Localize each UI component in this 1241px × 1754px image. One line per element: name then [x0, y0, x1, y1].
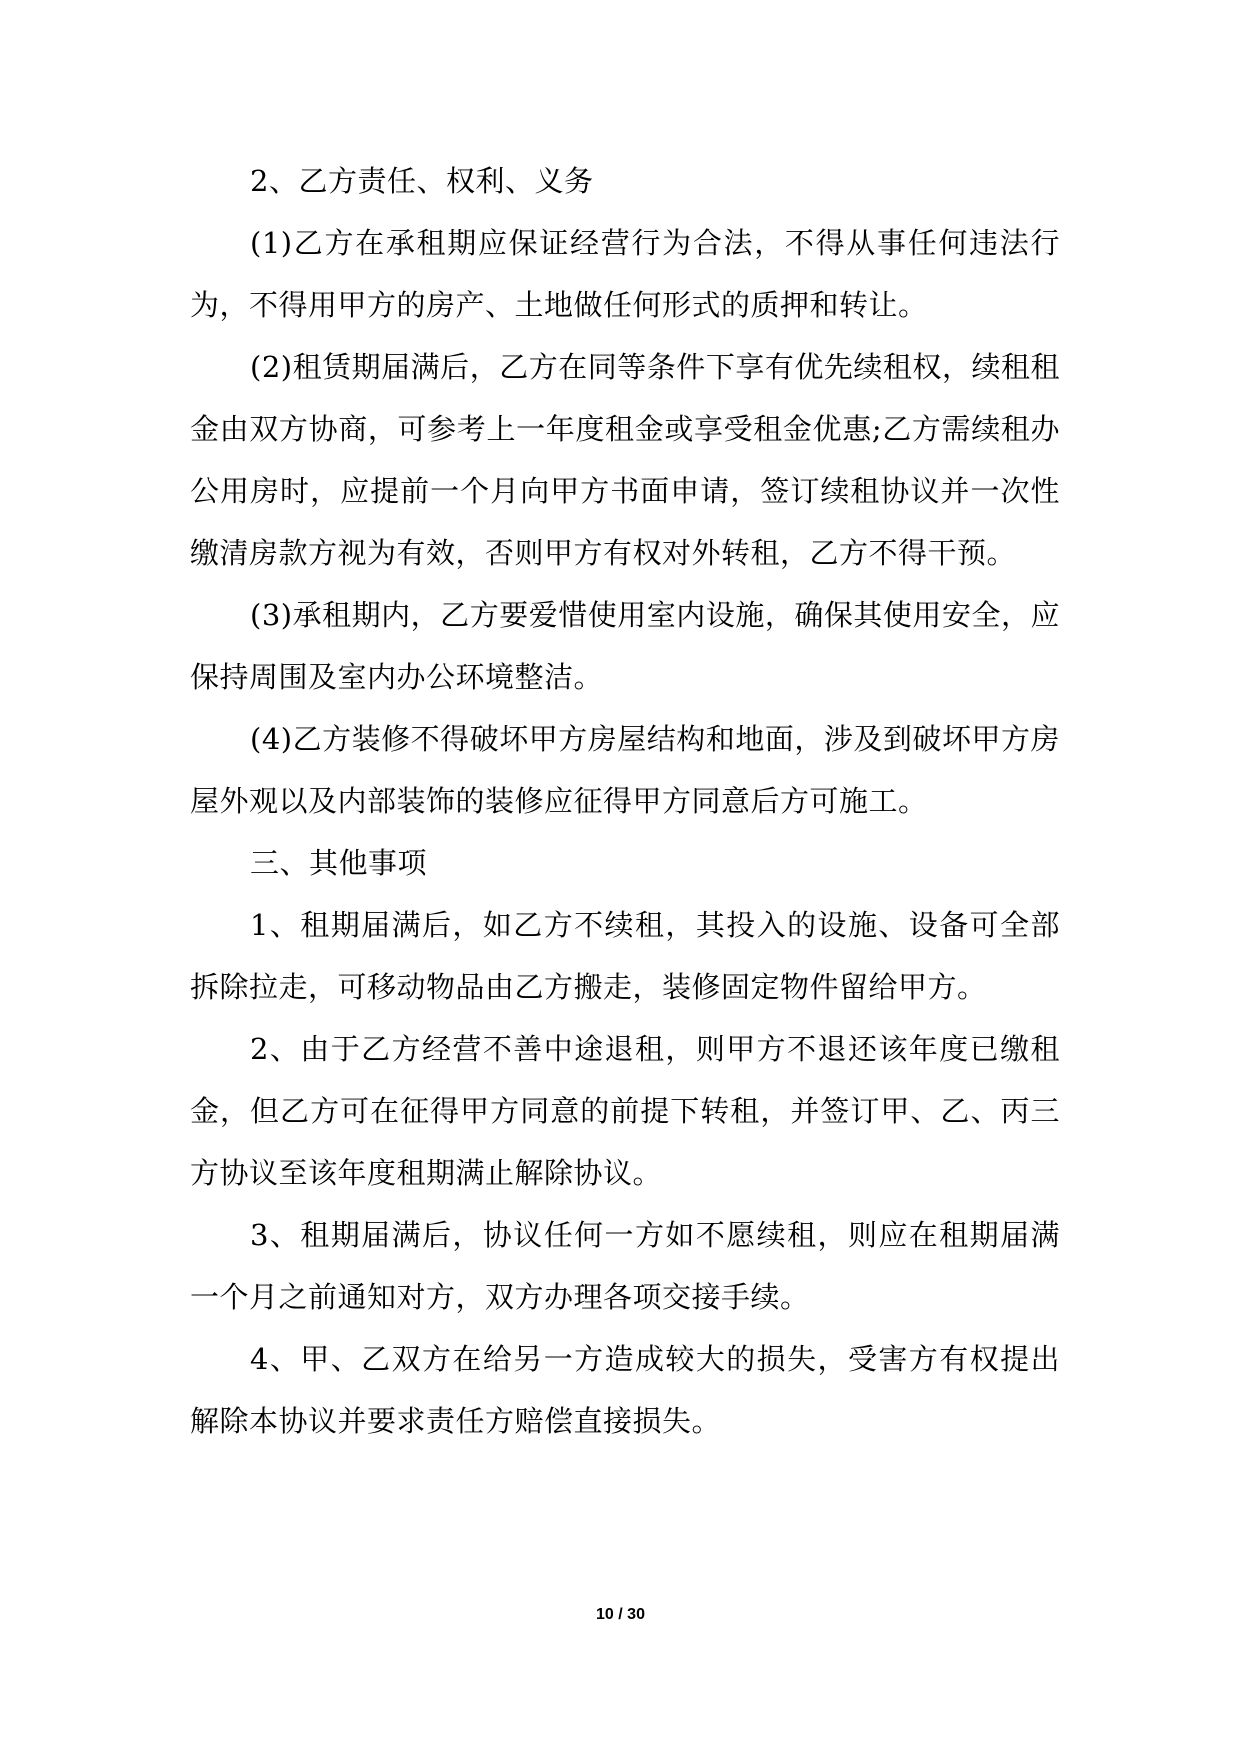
- paragraph-other-2: 2、由于乙方经营不善中途退租，则甲方不退还该年度已缴租金，但乙方可在征得甲方同意的前提下转租，并签订甲、乙、丙三方协议至该年度租期满止解除协议。: [190, 1032, 1060, 1190]
- paragraph-item-4: (4)乙方装修不得破坏甲方房屋结构和地面，涉及到破坏甲方房屋外观以及内部装饰的装修应征得甲方同意后方可施工。: [190, 722, 1060, 818]
- document-body: [190, 150, 1060, 1452]
- paragraph-item-1: (1)乙方在承租期应保证经营行为合法，不得从事任何违法行为，不得用甲方的房产、土地做任何形式的质押和转让。: [190, 226, 1060, 322]
- paragraph-item-3: (3)承租期内，乙方要爱惜使用室内设施，确保其使用安全，应保持周围及室内办公环境整洁。: [190, 598, 1060, 694]
- paragraph-other-1: 1、租期届满后，如乙方不续租，其投入的设施、设备可全部拆除拉走，可移动物品由乙方搬走，装修固定物件留给甲方。: [190, 908, 1060, 1004]
- paragraph-other-4: 4、甲、乙双方在给另一方造成较大的损失，受害方有权提出解除本协议并要求责任方赔偿直接损失。: [190, 1342, 1060, 1438]
- paragraph-section-3-heading: 三、其他事项: [250, 846, 428, 880]
- page-number: 10 / 30: [596, 1606, 645, 1623]
- paragraph-section-2-heading: 2、乙方责任、权利、义务: [250, 164, 594, 198]
- paragraph-item-2: (2)租赁期届满后，乙方在同等条件下享有优先续租权，续租租金由双方协商，可参考上一年度租金或享受租金优惠;乙方需续租办公用房时，应提前一个月向甲方书面申请，签订续租协议并一次性缴清房款方视为有效，否则甲方有权对外转租，乙方不得干预。: [190, 350, 1060, 570]
- paragraph-other-3: 3、租期届满后，协议任何一方如不愿续租，则应在租期届满一个月之前通知对方，双方办理各项交接手续。: [190, 1218, 1060, 1314]
